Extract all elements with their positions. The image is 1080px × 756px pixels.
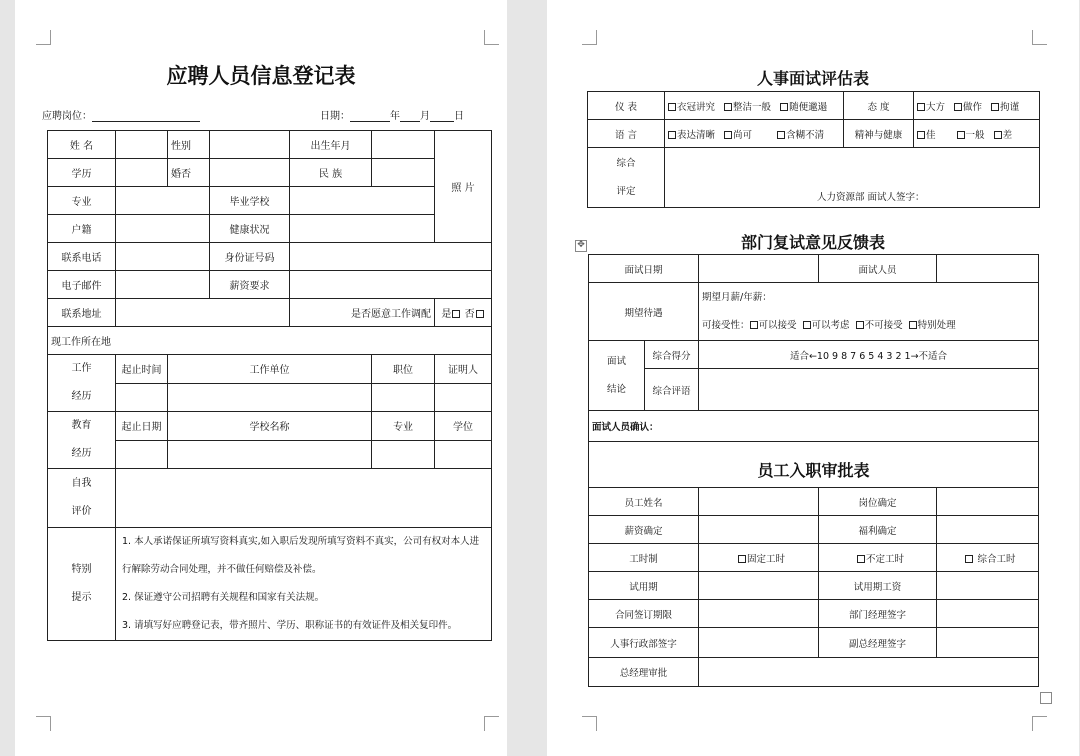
expected-pay-cell	[699, 283, 1039, 341]
comment-label: 综合评语	[645, 369, 699, 411]
option-label: 尚可	[733, 129, 753, 141]
notice-label-1: 特别	[71, 564, 92, 575]
option-label: 固定工时	[747, 553, 786, 565]
checkbox[interactable]	[994, 131, 1002, 139]
probation-salary-field[interactable]	[937, 572, 1039, 600]
date-year: 年	[390, 111, 400, 122]
comment-field[interactable]	[699, 369, 1039, 411]
checkbox[interactable]	[724, 131, 732, 139]
overall-eval-field[interactable]	[665, 148, 1040, 208]
fixed-hours-option	[699, 544, 819, 572]
transfer-yes-checkbox[interactable]	[452, 310, 460, 318]
dept-manager-sign-label: 部门经理签字	[819, 600, 937, 628]
health-spirit-options	[914, 120, 1040, 148]
option-label: 大方	[926, 101, 946, 113]
salary-field[interactable]	[290, 271, 492, 299]
id-field[interactable]	[290, 243, 492, 271]
edu-header-major: 专业	[372, 412, 435, 441]
position-line	[42, 107, 200, 122]
edu-header-degree: 学位	[435, 412, 492, 441]
table-row	[588, 92, 1040, 120]
probation-label: 试用期	[589, 572, 699, 600]
school-label: 毕业学校	[210, 187, 290, 215]
option-label: 做作	[963, 101, 983, 113]
table-row	[589, 600, 1039, 628]
checkbox[interactable]	[965, 555, 973, 563]
option-label: 衣冠讲究	[677, 101, 716, 113]
health-spirit-label: 精神与健康	[844, 120, 914, 148]
gender-field[interactable]	[210, 131, 290, 159]
table-row	[589, 341, 1039, 369]
table-row	[48, 243, 492, 271]
table-row	[589, 658, 1039, 687]
acceptability-line	[702, 312, 1035, 340]
notice-text	[116, 528, 492, 641]
option-label: 特别处理	[917, 319, 956, 331]
table-row	[589, 628, 1039, 658]
work-header-company: 工作单位	[168, 355, 372, 384]
table-move-handle-icon[interactable]: ✥	[575, 240, 587, 252]
score-scale[interactable]: 适合←10 9 8 7 6 5 4 3 2 1→不适合	[699, 341, 1039, 369]
table-row	[48, 412, 492, 441]
checkbox[interactable]	[957, 131, 965, 139]
eval-title: 人事面试评估表	[756, 69, 869, 88]
salary-confirm-label: 薪资确定	[589, 516, 699, 544]
phone-field[interactable]	[116, 243, 210, 271]
edu-header-school: 学校名称	[168, 412, 372, 441]
combined-hours-option	[937, 544, 1039, 572]
edu-label-1: 教育	[71, 420, 92, 431]
probation-salary-label: 试用期工资	[819, 572, 937, 600]
birth-label: 出生年月	[290, 131, 372, 159]
work-company-field[interactable]	[168, 383, 372, 412]
table-row	[48, 187, 492, 215]
table-row	[48, 159, 492, 187]
vp-sign-field[interactable]	[937, 628, 1039, 658]
table-row	[48, 528, 492, 641]
email-label: 电子邮件	[48, 271, 116, 299]
checkbox[interactable]	[668, 131, 676, 139]
gm-approval-field[interactable]	[699, 658, 1039, 687]
table-row	[589, 572, 1039, 600]
address-label: 联系地址	[48, 299, 116, 327]
appearance-label: 仪 表	[588, 92, 665, 120]
corner-mark	[582, 30, 597, 45]
overall-eval-label	[588, 148, 665, 208]
notice-item: 3. 请填写好应聘登记表，带齐照片、学历、职称证书的有效证件及相关复印件。	[122, 620, 458, 631]
marital-label: 婚否	[168, 159, 210, 187]
table-row	[588, 120, 1040, 148]
work-history-label	[48, 355, 116, 412]
date-day: 日	[454, 111, 464, 122]
interview-eval-table	[587, 91, 1040, 208]
edu-school-field[interactable]	[168, 440, 372, 469]
checkbox[interactable]	[738, 555, 746, 563]
dept-feedback-table	[588, 254, 1039, 687]
applicant-info-table	[47, 130, 492, 641]
interviewer-confirm[interactable]: 面试人员确认：	[589, 411, 1039, 442]
vp-sign-label: 副总经理签字	[819, 628, 937, 658]
date-month-field[interactable]	[400, 111, 420, 122]
benefit-confirm-field[interactable]	[937, 516, 1039, 544]
language-options	[665, 120, 844, 148]
name-field[interactable]	[116, 131, 168, 159]
option-label: 含糊不清	[786, 129, 825, 141]
checkbox[interactable]	[750, 321, 758, 329]
education-label: 学历	[48, 159, 116, 187]
attitude-options	[914, 92, 1040, 120]
date-line	[320, 107, 464, 122]
email-field[interactable]	[116, 271, 210, 299]
contract-term-label: 合同签订期限	[589, 600, 699, 628]
approval-title: 员工入职审批表	[589, 442, 1039, 488]
position-confirm-label: 岗位确定	[819, 488, 937, 516]
table-row	[589, 488, 1039, 516]
option-label: 拘谨	[1000, 101, 1020, 113]
edu-degree-field[interactable]	[435, 440, 492, 469]
corner-mark	[582, 716, 597, 731]
flexible-hours-option	[819, 544, 937, 572]
salary-confirm-field[interactable]	[699, 516, 819, 544]
corner-mark	[1032, 30, 1047, 45]
checkbox[interactable]	[856, 321, 864, 329]
table-resize-handle-icon[interactable]	[1040, 692, 1052, 704]
conclusion-label	[589, 341, 645, 411]
option-label: 不可接受	[864, 319, 903, 331]
conclusion-label-2: 结论	[606, 383, 626, 395]
interviewer-field[interactable]	[937, 255, 1039, 283]
work-header-period: 起止时间	[116, 355, 168, 384]
hukou-label: 户籍	[48, 215, 116, 243]
table-row	[48, 469, 492, 528]
date-day-field[interactable]	[430, 111, 454, 122]
page-title: 应聘人员信息登记表	[166, 64, 356, 88]
self-label-1: 自我	[71, 478, 92, 489]
name-label: 姓 名	[48, 131, 116, 159]
marital-field[interactable]	[210, 159, 290, 187]
notice-item: 1. 本人承诺保证所填写资料真实,如入职后发现所填写资料不真实，公司有权对本人进行解除劳动合同处理，并不做任何赔偿及补偿。	[122, 536, 480, 575]
option-label: 不定工时	[866, 553, 905, 565]
salary-label: 薪资要求	[210, 271, 290, 299]
language-label: 语 言	[588, 120, 665, 148]
id-label: 身份证号码	[210, 243, 290, 271]
date-label: 日期：	[320, 111, 350, 122]
photo-label: 照 片	[451, 183, 475, 194]
edu-period-field[interactable]	[116, 440, 168, 469]
table-row	[48, 215, 492, 243]
corner-mark	[36, 30, 51, 45]
attitude-label: 态 度	[844, 92, 914, 120]
work-reference-field[interactable]	[435, 383, 492, 412]
table-row	[589, 544, 1039, 572]
checkbox[interactable]	[857, 555, 865, 563]
notice-label-2: 提示	[71, 592, 92, 603]
contract-term-field[interactable]	[699, 600, 819, 628]
benefit-confirm-label: 福利确定	[819, 516, 937, 544]
corner-mark	[484, 716, 499, 731]
table-row	[589, 369, 1039, 411]
checkbox[interactable]	[777, 131, 785, 139]
option-label: 可以接受	[758, 319, 797, 331]
birth-field[interactable]	[372, 131, 435, 159]
option-label: 可以考虑	[811, 319, 850, 331]
corner-mark	[1032, 716, 1047, 731]
table-row	[589, 442, 1039, 488]
score-label: 综合得分	[645, 341, 699, 369]
option-label: 佳	[926, 129, 936, 141]
dept-manager-sign-field[interactable]	[937, 600, 1039, 628]
checkbox[interactable]	[803, 321, 811, 329]
edu-label-2: 经历	[71, 448, 92, 459]
checkbox[interactable]	[917, 103, 925, 111]
transfer-yes-label: 是	[441, 309, 452, 320]
checkbox[interactable]	[724, 103, 732, 111]
work-header-position: 职位	[372, 355, 435, 384]
acceptability-label: 可接受性：	[702, 319, 750, 331]
table-row	[589, 411, 1039, 442]
major-field[interactable]	[116, 187, 210, 215]
table-row	[48, 299, 492, 327]
position-label: 应聘岗位：	[42, 111, 92, 122]
checkbox[interactable]	[991, 103, 999, 111]
overall-label-2: 评定	[616, 185, 636, 197]
self-label-2: 评价	[71, 506, 92, 517]
checkbox[interactable]	[909, 321, 917, 329]
phone-label: 联系电话	[48, 243, 116, 271]
right-page	[547, 0, 1079, 756]
table-row	[589, 255, 1039, 283]
photo-cell[interactable]	[435, 131, 492, 243]
expected-pay-label: 期望待遇	[589, 283, 699, 341]
date-month: 月	[420, 111, 430, 122]
education-history-label	[48, 412, 116, 469]
education-field[interactable]	[116, 159, 168, 187]
work-position-field[interactable]	[372, 383, 435, 412]
left-page	[15, 0, 507, 756]
edu-header-period: 起止日期	[116, 412, 168, 441]
major-label: 专业	[48, 187, 116, 215]
expected-pay-line[interactable]: 期望月薪/年薪：	[702, 291, 772, 303]
work-period-field[interactable]	[116, 383, 168, 412]
transfer-no-checkbox[interactable]	[476, 310, 484, 318]
workplace-field[interactable]	[116, 327, 492, 355]
employee-name-field[interactable]	[699, 488, 819, 516]
work-header-reference: 证明人	[435, 355, 492, 384]
workplace-label: 现工作所在地	[48, 327, 116, 355]
checkbox[interactable]	[954, 103, 962, 111]
table-row	[48, 131, 492, 159]
appearance-options	[665, 92, 844, 120]
probation-field[interactable]	[699, 572, 819, 600]
work-label-2: 经历	[71, 391, 92, 402]
health-label: 健康状况	[210, 215, 290, 243]
hr-admin-sign-field[interactable]	[699, 628, 819, 658]
table-row	[588, 148, 1040, 208]
hr-signature-label: 人力资源部 面试人签字：	[817, 192, 925, 203]
date-year-field[interactable]	[350, 111, 390, 122]
work-label-1: 工作	[71, 363, 92, 374]
hr-admin-sign-label: 人事行政部签字	[589, 628, 699, 658]
interview-date-field[interactable]	[699, 255, 819, 283]
table-row	[48, 271, 492, 299]
school-field[interactable]	[290, 187, 435, 215]
gm-approval-label: 总经理审批	[589, 658, 699, 687]
self-eval-field[interactable]	[116, 469, 492, 528]
table-row	[589, 516, 1039, 544]
table-row	[48, 327, 492, 355]
option-label: 表达清晰	[677, 129, 716, 141]
conclusion-label-1: 面试	[606, 355, 626, 367]
option-label: 差	[1002, 129, 1013, 141]
transfer-label: 是否愿意工作调配	[290, 299, 435, 327]
corner-mark	[484, 30, 499, 45]
option-label: 综合工时	[977, 553, 1016, 565]
table-row	[48, 355, 492, 384]
employee-name-label: 员工姓名	[589, 488, 699, 516]
self-eval-label	[48, 469, 116, 528]
health-field[interactable]	[290, 215, 435, 243]
interview-date-label: 面试日期	[589, 255, 699, 283]
checkbox[interactable]	[668, 103, 676, 111]
ethnicity-field[interactable]	[372, 159, 435, 187]
gender-label: 性别	[168, 131, 210, 159]
transfer-no-label: 否	[464, 309, 475, 320]
corner-mark	[36, 716, 51, 731]
notice-item: 2. 保证遵守公司招聘有关规程和国家有关法规。	[122, 592, 325, 603]
checkbox[interactable]	[780, 103, 788, 111]
edu-major-field[interactable]	[372, 440, 435, 469]
interviewer-label: 面试人员	[819, 255, 937, 283]
option-label: 随便邋遢	[789, 101, 828, 113]
option-label: 整洁一般	[733, 101, 772, 113]
checkbox[interactable]	[917, 131, 925, 139]
hukou-field[interactable]	[116, 215, 210, 243]
position-confirm-field[interactable]	[937, 488, 1039, 516]
transfer-options	[435, 299, 492, 327]
option-label: 一般	[965, 129, 985, 141]
table-row	[589, 283, 1039, 341]
overall-label-1: 综合	[616, 157, 636, 169]
ethnicity-label: 民 族	[290, 159, 372, 187]
dept-title: 部门复试意见反馈表	[740, 233, 885, 252]
notice-label	[48, 528, 116, 641]
work-hours-label: 工时制	[589, 544, 699, 572]
position-field[interactable]	[92, 111, 200, 122]
address-field[interactable]	[116, 299, 290, 327]
